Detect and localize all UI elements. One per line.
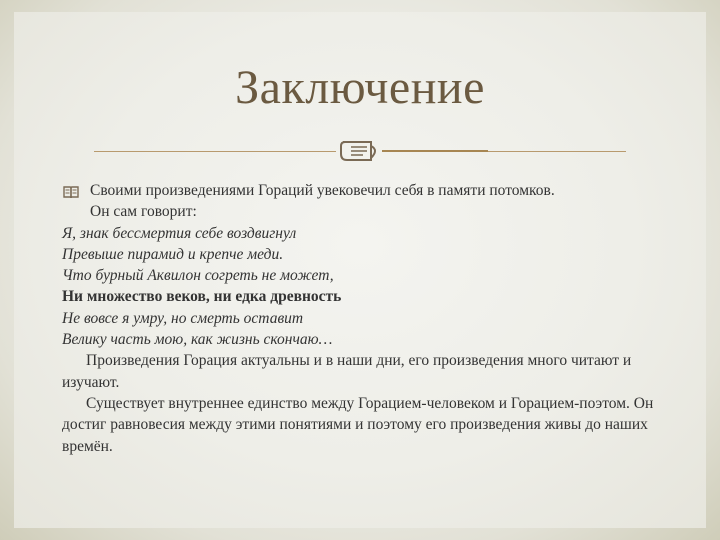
title-divider-left bbox=[94, 151, 336, 152]
slide-title: Заключение bbox=[235, 61, 485, 114]
bullet-line-2: Он сам говорит: bbox=[90, 203, 197, 221]
poem-line-2: Превыше пирамид и крепче меди. bbox=[62, 245, 284, 263]
poem-line-1: Я, знак бессмертия себе воздвигнул bbox=[62, 224, 297, 242]
bullet-line-1: Своими произведениями Гораций увековечил себя в памяти потомков. bbox=[90, 182, 555, 199]
poem-line-4: Ни множество веков, ни едка древность bbox=[62, 288, 342, 306]
conclusion-paragraph-1: Произведения Горация актуальны и в наши дни, его произведения много читают и изучают. bbox=[62, 352, 632, 391]
poem-line-5: Не вовсе я умру, но смерть оставит bbox=[62, 309, 304, 327]
scroll-ornament-icon bbox=[337, 136, 385, 166]
conclusion-paragraph-2: Существует внутреннее единство между Горацием-человеком и Горацием-поэтом. Он достиг равновесия между этими понятиями и поэтому его произведения живы до наших времён. bbox=[62, 394, 654, 455]
poem-line-3: Что бурный Аквилон согреть не может, bbox=[62, 267, 334, 285]
title-divider-accent bbox=[382, 150, 488, 152]
poem-line-6: Велику часть мою, как жизнь скончаю… bbox=[62, 331, 333, 349]
slide-body-text bbox=[62, 180, 662, 457]
